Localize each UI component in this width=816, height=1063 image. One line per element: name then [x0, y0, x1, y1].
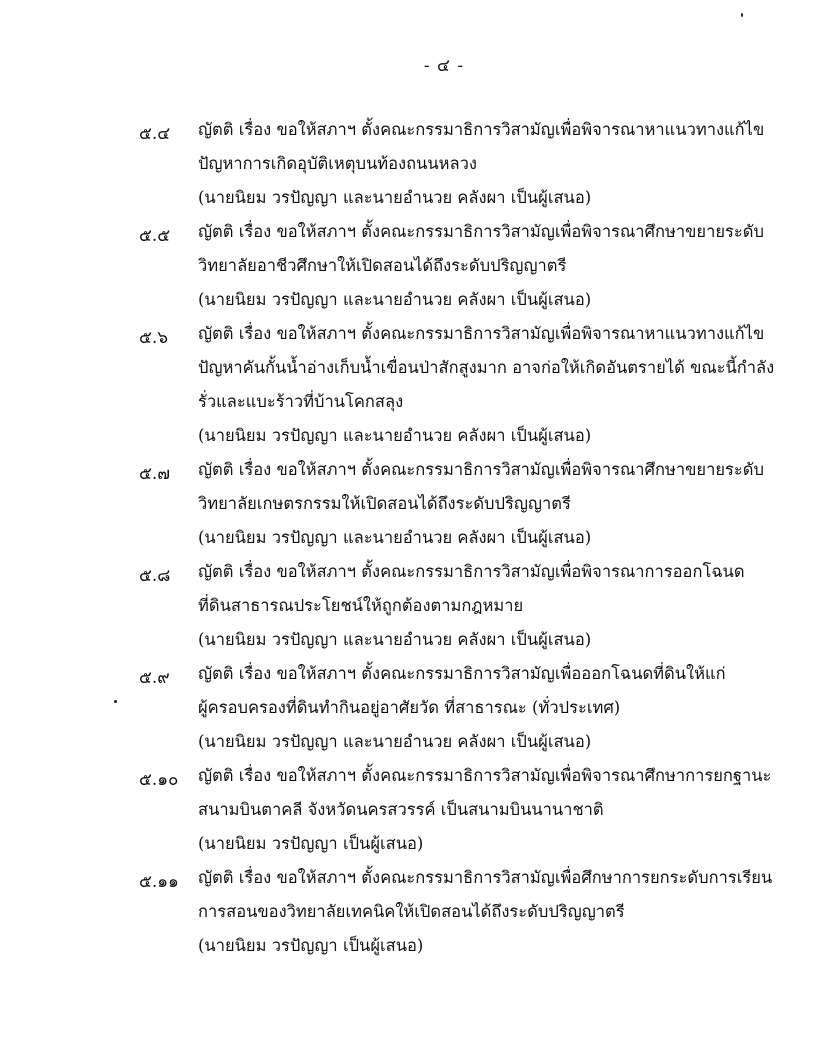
motion-proposer: (นายนิยม วรปัญญา เป็นผู้เสนอ) [198, 834, 424, 853]
motion-text-line: ปัญหาการเกิดอุบัติเหตุบนท้องถนนหลวง [198, 154, 477, 173]
motion-item [0, 555, 816, 657]
motion-item [0, 861, 816, 963]
motion-number: ๕.๖ [139, 328, 169, 348]
motion-number: ๕.๙ [139, 668, 170, 688]
motion-body [198, 215, 783, 317]
motion-text-line: ญัตติ เรื่อง ขอให้สภาฯ ตั้งคณะกรรมาธิการวิสามัญเพื่อออกโฉนดที่ดินให้แก่ [198, 664, 726, 683]
motion-body [198, 555, 783, 657]
motion-text-line: รั่วและแบะร้าวที่บ้านโคกสลุง [198, 392, 404, 411]
motion-text-line: ที่ดินสาธารณประโยชน์ให้ถูกต้องตามกฎหมาย [198, 596, 524, 615]
motion-proposer: (นายนิยม วรปัญญา เป็นผู้เสนอ) [198, 936, 424, 955]
motion-proposer: (นายนิยม วรปัญญา และนายอำนวย คลังผา เป็นผู้เสนอ) [198, 528, 592, 547]
motion-proposer: (นายนิยม วรปัญญา และนายอำนวย คลังผา เป็นผู้เสนอ) [198, 732, 592, 751]
motion-text-line: ผู้ครอบครองที่ดินทำกินอยู่อาศัยวัด ที่สาธารณะ (ทั่วประเทศ) [198, 698, 621, 717]
motion-text-line: ญัตติ เรื่อง ขอให้สภาฯ ตั้งคณะกรรมาธิการวิสามัญเพื่อศึกษาการยกระดับการเรียน [198, 868, 773, 887]
motion-text-line: ญัตติ เรื่อง ขอให้สภาฯ ตั้งคณะกรรมาธิการวิสามัญเพื่อพิจารณาศึกษาขยายระดับ [198, 460, 764, 479]
motion-number: ๕.๔ [139, 124, 171, 144]
motion-item [0, 113, 816, 215]
motion-item [0, 453, 816, 555]
motion-proposer: (นายนิยม วรปัญญา และนายอำนวย คลังผา เป็นผู้เสนอ) [198, 188, 592, 207]
scan-speck [741, 13, 743, 17]
motion-proposer: (นายนิยม วรปัญญา และนายอำนวย คลังผา เป็นผู้เสนอ) [198, 426, 592, 445]
motion-list [0, 113, 816, 963]
motion-text-line: ญัตติ เรื่อง ขอให้สภาฯ ตั้งคณะกรรมาธิการวิสามัญเพื่อพิจารณาศึกษาขยายระดับ [198, 222, 764, 241]
motion-text-line: สนามบินตาคลี จังหวัดนครสวรรค์ เป็นสนามบินนานาชาติ [198, 800, 604, 819]
motion-number: ๕.๕ [139, 226, 171, 246]
motion-text-line: ญัตติ เรื่อง ขอให้สภาฯ ตั้งคณะกรรมาธิการวิสามัญเพื่อพิจารณาหาแนวทางแก้ไข [198, 120, 765, 139]
motion-text-line: การสอนของวิทยาลัยเทคนิคให้เปิดสอนได้ถึงระดับปริญญาตรี [198, 902, 625, 921]
motion-body [198, 759, 783, 861]
motion-body [198, 113, 783, 215]
motion-body [198, 453, 783, 555]
motion-body [198, 317, 783, 453]
motion-text-line: ปัญหาคันกั้นน้ำอ่างเก็บน้ำเขื่อนป่าสักสูงมาก อาจก่อให้เกิดอันตรายได้ ขณะนี้กำลัง [198, 358, 775, 377]
motion-proposer: (นายนิยม วรปัญญา และนายอำนวย คลังผา เป็นผู้เสนอ) [198, 630, 592, 649]
motion-number: ๕.๘ [139, 566, 171, 586]
motion-body [198, 861, 783, 963]
motion-text-line: วิทยาลัยอาชีวศึกษาให้เปิดสอนได้ถึงระดับปริญญาตรี [198, 256, 567, 275]
motion-text-line: ญัตติ เรื่อง ขอให้สภาฯ ตั้งคณะกรรมาธิการวิสามัญเพื่อพิจารณาหาแนวทางแก้ไข [198, 324, 765, 343]
motion-number: ๕.๑๑ [139, 872, 179, 892]
motion-item [0, 759, 816, 861]
motion-proposer: (นายนิยม วรปัญญา และนายอำนวย คลังผา เป็นผู้เสนอ) [198, 290, 592, 309]
motion-number: ๕.๑๐ [139, 770, 179, 790]
motion-item [0, 215, 816, 317]
motion-text-line: ญัตติ เรื่อง ขอให้สภาฯ ตั้งคณะกรรมาธิการวิสามัญเพื่อพิจารณาศึกษาการยกฐานะ [198, 766, 772, 785]
motion-text-line: วิทยาลัยเกษตรกรรมให้เปิดสอนได้ถึงระดับปริญญาตรี [198, 494, 571, 513]
page-number: - ๔ - [423, 56, 465, 76]
motion-number: ๕.๗ [139, 464, 171, 484]
motion-item [0, 657, 816, 759]
motion-item [0, 317, 816, 453]
motion-body [198, 657, 783, 759]
motion-text-line: ญัตติ เรื่อง ขอให้สภาฯ ตั้งคณะกรรมาธิการวิสามัญเพื่อพิจารณาการออกโฉนด [198, 562, 745, 581]
